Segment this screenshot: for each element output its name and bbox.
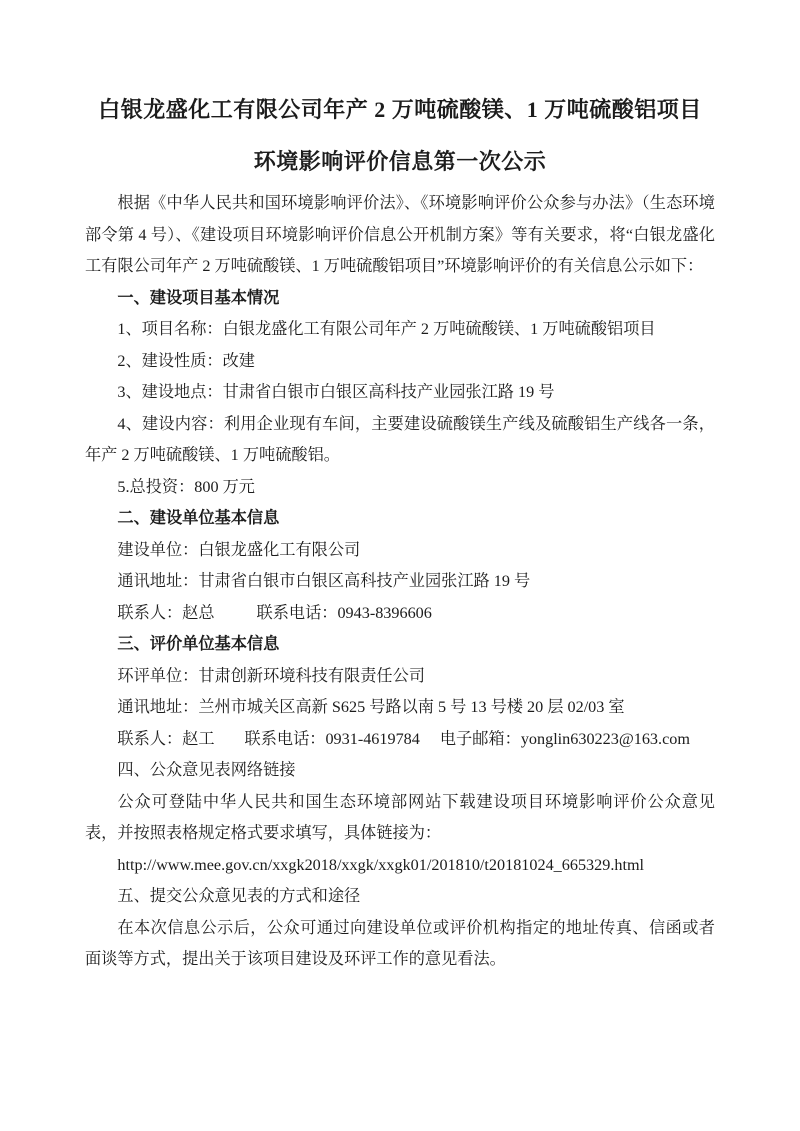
assessor-name-line: 环评单位：甘肃创新环境科技有限责任公司 (117, 666, 425, 685)
builder-contact-person-name: 赵总 (182, 603, 215, 622)
document-title-line-1: 白银龙盛化工有限公司年产 2 万吨硫酸镁、1 万吨硫酸铝项目 (98, 97, 702, 122)
section1-heading: 一、建设项目基本情况 (117, 288, 280, 307)
section4-paragraph: 公众可登陆中华人民共和国生态环境部网站下载建设项目环境影响评价公众意见表，并按照表格规定格式要求填写，具体链接为： (85, 792, 715, 842)
project-name-item: 1、项目名称：白银龙盛化工有限公司年产 2 万吨硫酸镁、1 万吨硫酸铝项目 (117, 320, 656, 338)
builder-address-line: 通讯地址：甘肃省白银市白银区高科技产业园张江路 19 号 (117, 572, 531, 590)
total-investment-item: 5.总投资：800 万元 (117, 477, 255, 496)
builder-phone-number: 0943-8396606 (337, 603, 432, 622)
builder-phone-label: 联系电话： (256, 603, 338, 622)
construction-location-item: 3、建设地点：甘肃省白银市白银区高科技产业园张江路 19 号 (117, 383, 555, 401)
public-comment-form-url: http://www.mee.gov.cn/xxgk2018/xxgk/xxgk01/201810/t20181024_665329.html (117, 855, 645, 874)
construction-nature-item: 2、建设性质：改建 (117, 351, 255, 370)
assessor-phone-number: 0931-4619784 (325, 729, 420, 748)
assessor-contact-line (85, 724, 715, 756)
section2-heading: 二、建设单位基本信息 (117, 509, 280, 527)
builder-contact-line (85, 598, 715, 630)
document-body (85, 188, 715, 976)
construction-content-item: 4、建设内容：利用企业现有车间，主要建设硫酸镁生产线及硫酸铝生产线各一条，年产 2 万吨硫酸镁、1 万吨硫酸铝。 (85, 414, 715, 464)
section4-heading: 四、公众意见表网络链接 (117, 761, 296, 779)
assessor-address-line: 通讯地址：兰州市城关区高新 S625 号路以南 5 号 13 号楼 20 层 02/03 室 (117, 698, 625, 716)
assessor-contact-person-name: 赵工 (182, 729, 215, 748)
builder-contact-person-label: 联系人： (117, 603, 183, 622)
assessor-phone-label: 联系电话： (244, 729, 326, 748)
assessor-email-label: 电子邮箱： (439, 729, 521, 748)
section3-heading: 三、评价单位基本信息 (117, 635, 280, 653)
intro-paragraph: 根据《中华人民共和国环境影响评价法》、《环境影响评价公众参与办法》（生态环境部令第 4 号）、《建设项目环境影响评价信息公开机制方案》等有关要求，将“白银龙盛化工有限公司年产 2 万吨硫酸镁、1 万吨硫酸铝项目”环境影响评价的有关信息公示如下： (85, 194, 715, 275)
section5-paragraph: 在本次信息公示后，公众可通过向建设单位或评价机构指定的地址传真、信函或者面谈等方式，提出关于该项目建设及环评工作的意见看法。 (85, 918, 715, 968)
builder-name-line: 建设单位：白银龙盛化工有限公司 (117, 540, 361, 559)
assessor-email-address: yonglin630223@163.com (520, 729, 690, 748)
document-title (85, 84, 715, 188)
document-title-line-2: 环境影响评价信息第一次公示 (253, 149, 547, 174)
assessor-contact-person-label: 联系人： (117, 729, 183, 748)
section5-heading: 五、提交公众意见表的方式和途径 (117, 887, 361, 905)
